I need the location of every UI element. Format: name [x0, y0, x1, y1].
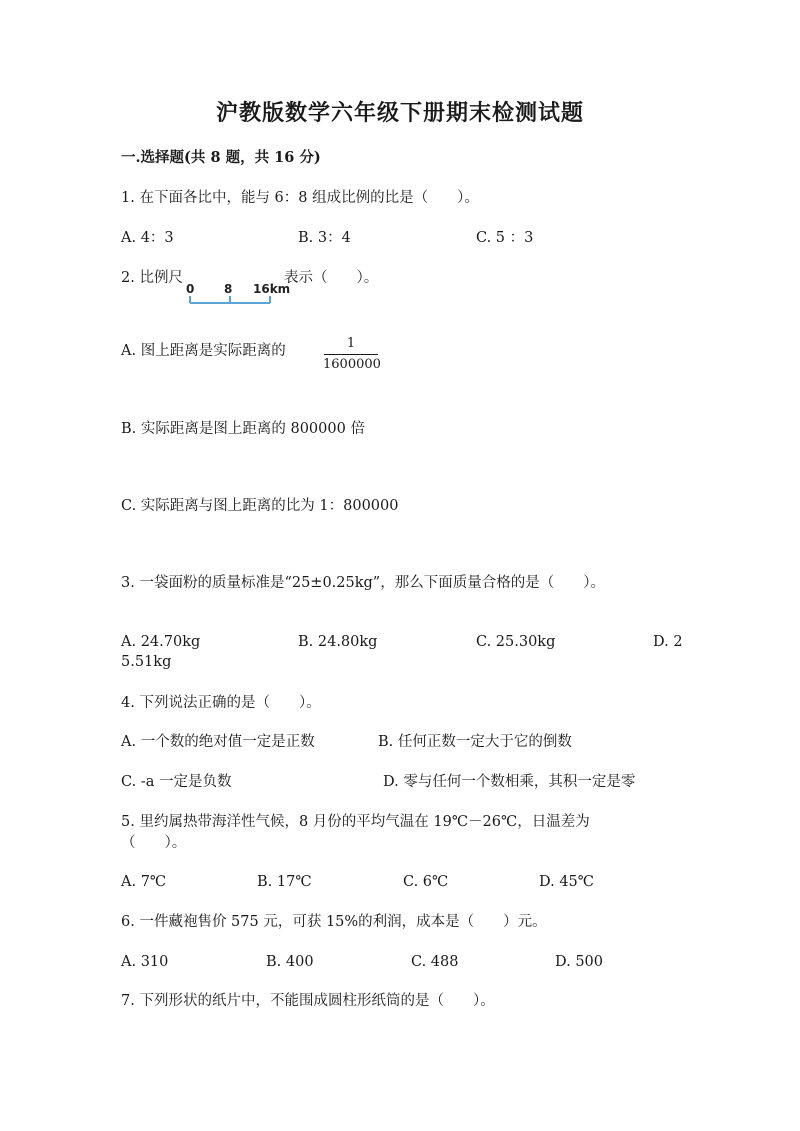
question-6-stem: 6. 一件藏袍售价 575 元，可获 15%的利润，成本是（ ）元。 — [121, 914, 547, 930]
question-5-option-b: B. 17℃ — [257, 874, 312, 890]
question-4-option-c: C. -a 一定是负数 — [121, 774, 232, 790]
question-6-option-d: D. 500 — [555, 954, 604, 970]
question-2-option-a: A. 图上距离是实际距离的 — [121, 343, 286, 359]
question-1-option-a: A. 4：3 — [121, 230, 174, 246]
question-3-stem: 3. 一袋面粉的质量标准是“25±0.25kg”，那么下面质量合格的是（ ）。 — [121, 575, 605, 591]
question-3-option-d-wrap: 5.51kg — [121, 654, 172, 670]
scale-bar-line — [186, 282, 276, 306]
question-2-option-b: B. 实际距离是图上距离的 800000 倍 — [121, 421, 365, 437]
question-4-stem: 4. 下列说法正确的是（ ）。 — [121, 695, 321, 711]
question-1-stem: 1. 在下面各比中，能与 6：8 组成比例的比是（ ）。 — [121, 190, 479, 206]
fraction-denominator: 1600000 — [323, 357, 381, 372]
question-4-option-d: D. 零与任何一个数相乘，其积一定是零 — [383, 774, 636, 790]
question-5-stem: 5. 里约属热带海洋性气候，8 月份的平均气温在 19℃－26℃，日温差为 — [121, 814, 590, 830]
question-1-option-c: C. 5 ：3 — [476, 230, 534, 246]
question-5-option-c: C. 6℃ — [403, 874, 449, 890]
scale-tick-0: 0 — [186, 282, 195, 296]
question-4-option-b: B. 任何正数一定大于它的倒数 — [378, 734, 572, 750]
option-a-fraction — [323, 336, 379, 373]
question-2-option-c: C. 实际距离与图上距离的比为 1：800000 — [121, 498, 399, 514]
question-4-option-a: A. 一个数的绝对值一定是正数 — [121, 734, 315, 750]
question-6-option-a: A. 310 — [121, 954, 169, 970]
section-heading: 一.选择题(共 8 题，共 16 分) — [121, 149, 321, 166]
question-3-option-c: C. 25.30kg — [476, 634, 556, 650]
question-3-option-a: A. 24.70kg — [121, 634, 201, 650]
question-6-option-b: B. 400 — [266, 954, 314, 970]
scale-tick-8: 8 — [224, 282, 233, 296]
question-2-stem-suffix: 表示（ ）。 — [284, 270, 379, 286]
question-1-option-b: B. 3：4 — [298, 230, 351, 246]
question-5-stem-wrap: （ ）。 — [121, 835, 187, 851]
page-title: 沪教版数学六年级下册期末检测试题 — [215, 100, 584, 126]
fraction-numerator: 1 — [346, 336, 356, 351]
question-6-option-c: C. 488 — [411, 954, 459, 970]
question-5-option-d: D. 45℃ — [539, 874, 594, 890]
question-7-stem: 7. 下列形状的纸片中，不能围成圆柱形纸筒的是（ ）。 — [121, 993, 495, 1009]
question-3-option-d: D. 2 — [653, 634, 683, 650]
question-3-option-b: B. 24.80kg — [298, 634, 378, 650]
question-2-stem-prefix: 2. 比例尺 — [121, 270, 183, 286]
question-5-option-a: A. 7℃ — [121, 874, 167, 890]
scale-bar-figure — [186, 282, 291, 306]
scale-tick-16km: 16km — [253, 282, 291, 296]
